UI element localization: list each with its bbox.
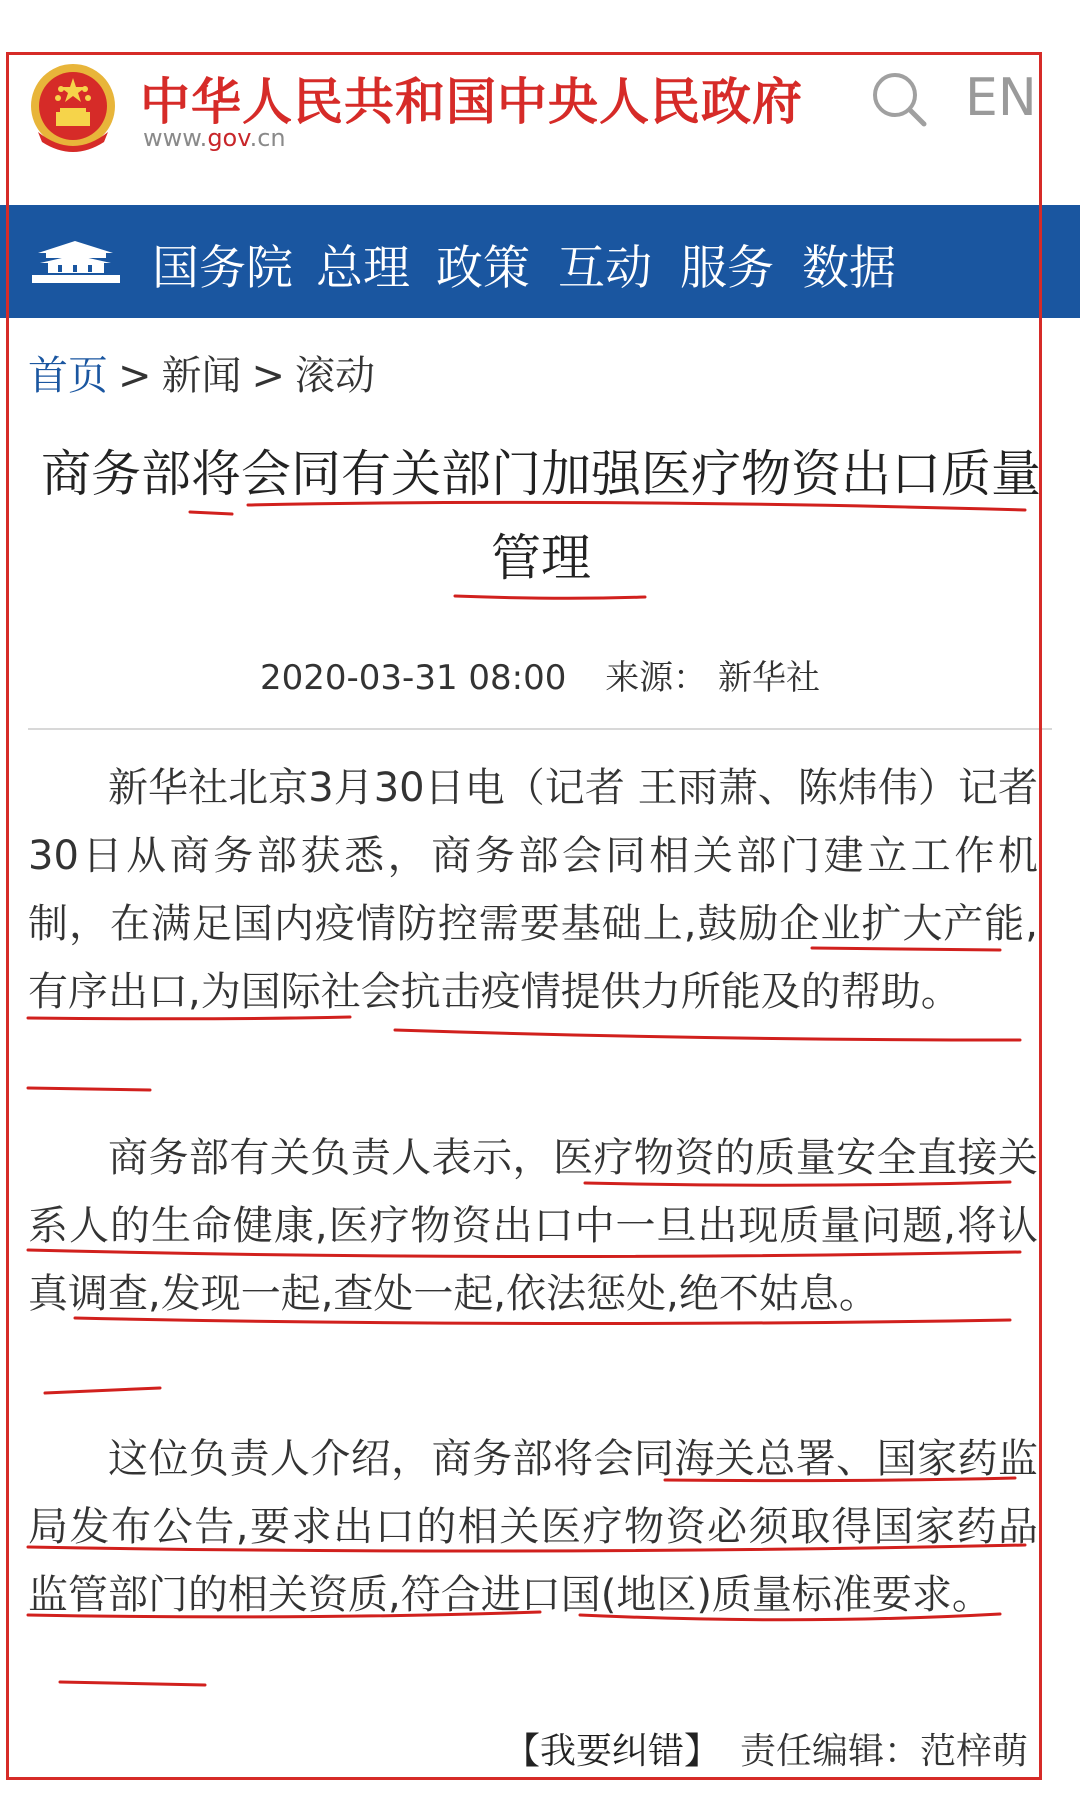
nav-item-interaction[interactable]: 互动 [558, 241, 652, 296]
english-toggle[interactable]: EN [965, 68, 1037, 128]
site-title[interactable]: 中华人民共和国中央人民政府 [140, 73, 803, 131]
article-paragraph: 这位负责人介绍，商务部将会同海关总署、国家药监局发布公告,要求出口的相关医疗物资必须取得国家药品监管部门的相关资质,符合进口国(地区)质量标准要求。 [28, 1436, 1038, 1618]
tiananmen-icon[interactable] [28, 239, 123, 287]
article-title: 商务部将会同有关部门加强医疗物资出口质量管理 [41, 445, 1041, 587]
article-footer [0, 1723, 1028, 1774]
breadcrumb-news[interactable]: 新闻 [161, 353, 242, 399]
publish-datetime: 2020-03-31 08:00 [259, 658, 567, 698]
article-paragraph: 新华社北京3月30日电（记者 王雨萧、陈炜伟）记者30日从商务部获悉，商务部会同相关部门建立工作机制，在满足国内疫情防控需要基础上,鼓励企业扩大产能,有序出口,为国际社会抗击疫情提供力所能及的帮助。 [28, 765, 1038, 1015]
site-url: www.gov.cn [143, 124, 286, 152]
nav-item-premier[interactable]: 总理 [316, 241, 410, 296]
breadcrumb-separator: > [118, 353, 152, 399]
breadcrumb-home[interactable]: 首页 [28, 353, 108, 399]
nav-item-data[interactable]: 数据 [802, 241, 896, 296]
editor-credit: 责任编辑：范梓萌 [739, 1731, 1028, 1772]
divider [28, 728, 1052, 730]
article-source: 来源： 新华社 [605, 658, 820, 698]
underline-mark [28, 1088, 150, 1090]
site-header [0, 0, 1080, 205]
search-icon[interactable] [870, 70, 930, 130]
main-nav [0, 205, 1080, 318]
underline-mark [45, 1388, 160, 1393]
report-error-link[interactable]: 【我要纠错】 [503, 1731, 720, 1772]
underline-mark [60, 1682, 205, 1685]
breadcrumb-scroll[interactable]: 滚动 [295, 353, 376, 399]
nav-item-state-council[interactable]: 国务院 [152, 241, 293, 296]
nav-item-policy[interactable]: 政策 [436, 241, 530, 296]
article-paragraph: 商务部有关负责人表示，医疗物资的质量安全直接关系人的生命健康,医疗物资出口中一旦出现质量问题,将认真调查,发现一起,查处一起,依法惩处,绝不姑息。 [28, 1135, 1038, 1317]
underline-mark [395, 1030, 1020, 1040]
nav-item-service[interactable]: 服务 [680, 241, 774, 296]
national-emblem-icon[interactable] [28, 62, 118, 156]
article-meta [0, 650, 1080, 699]
breadcrumb-separator: > [251, 353, 286, 399]
breadcrumb [28, 344, 375, 401]
